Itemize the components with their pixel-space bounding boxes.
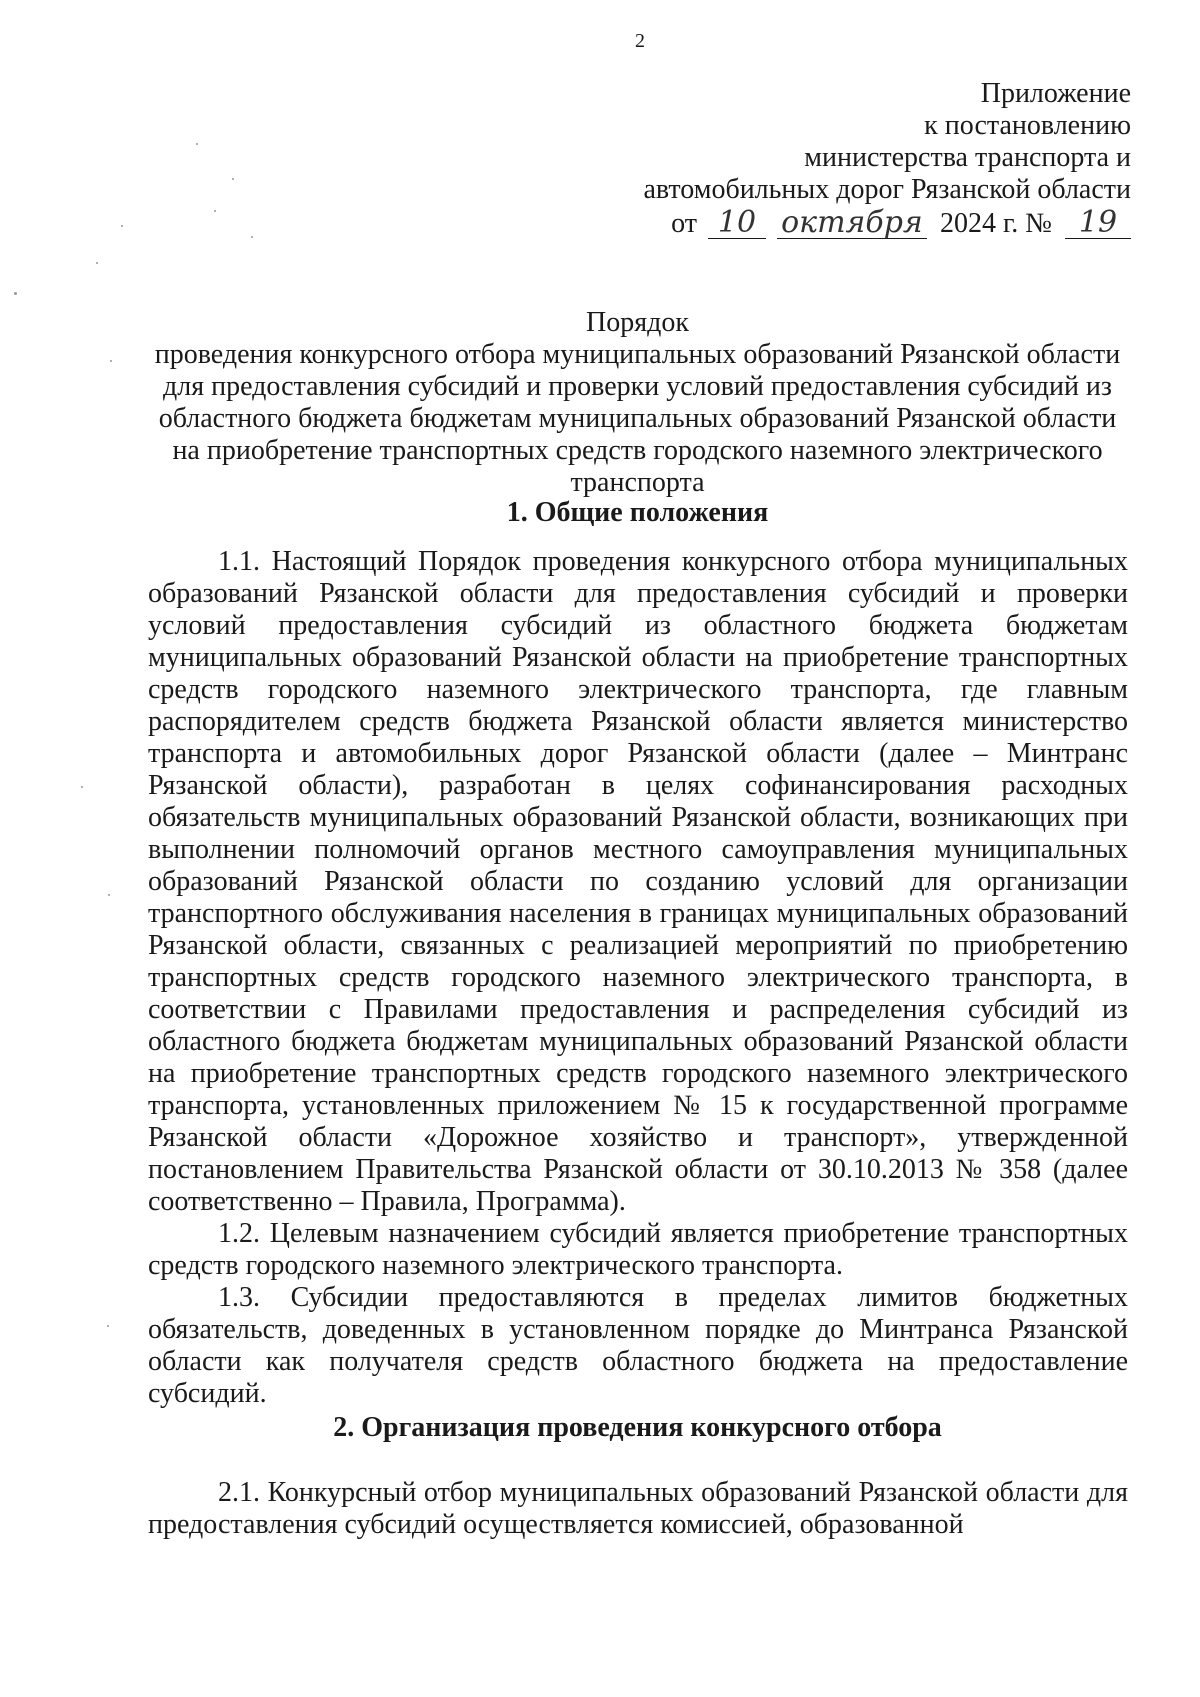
title-subtitle: проведения конкурсного отбора муниципальных образований Рязанской области для предоставления субсидий и проверки условий предоставления субсидий из областного бюджета бюджетам муниципальных образований Рязанской области на приобретение транспортных средств городского наземного электрического транспорта (154, 339, 1121, 498)
page-number: 2 (635, 30, 645, 52)
appendix-line: автомобильных дорог Рязанской области (643, 174, 1131, 205)
appendix-line: министерства транспорта и (804, 142, 1131, 173)
appendix-line: Приложение (980, 78, 1131, 109)
appendix-date-line (643, 205, 1131, 240)
appendix-line: к постановлению (924, 110, 1131, 141)
title-word: Порядок (586, 307, 689, 338)
section-2-heading: 2. Организация проведения конкурсного отбора (333, 1412, 942, 1443)
section-1-heading: 1. Общие положения (506, 497, 769, 528)
paragraph-1-1: 1.1. Настоящий Порядок проведения конкурсного отбора муниципальных образований Рязанской области для предоставления субсидий и проверки условий предоставления субсидий из областного бюджета бюджетам муниципальных образований Рязанской области на приобретение транспортных средств городского наземного электрического транспорта, где главным распорядителем средств бюджета Рязанской области является министерство транспорта и автомобильных дорог Рязанской области (далее – Минтранс Рязанской области), разработан в целях софинансирования расходных обязательств муниципальных образований Рязанской области, возникающих при выполнении полномочий органов местного самоуправления муниципальных образований Рязанской области по созданию условий для организации транспортного обслуживания населения в границах муниципальных образований Рязанской области, связанных с реализацией мероприятий по приобретению транспортных средств городского наземного электрического транспорта, в соответствии с Правилами предоставления и распределения субсидий из областного бюджета бюджетам муниципальных образований Рязанской области на приобретение транспортных средств городского наземного электрического транспорта, установленных приложением № 15 к государственной программе Рязанской области «Дорожное хозяйство и транспорт», утвержденной постановлением Правительства Рязанской области от 30.10.2013 № 358 (далее соответственно – Правила, Программа). (148, 546, 1128, 1217)
paragraph-1-3: 1.3. Субсидии предоставляются в пределах лимитов бюджетных обязательств, доведенных в установленном порядке до Минтранса Рязанской области как получателя средств областного бюджета на предоставление субсидий. (148, 1282, 1128, 1409)
section-1-body (148, 546, 1128, 1410)
document-title (150, 307, 1125, 499)
handwritten-month: октября (777, 208, 927, 239)
section-2-body (148, 1477, 1128, 1541)
handwritten-day: 10 (708, 208, 766, 239)
appendix-header (643, 78, 1131, 240)
paragraph-1-2: 1.2. Целевым назначением субсидий является приобретение транспортных средств городского наземного электрического транспорта. (148, 1218, 1128, 1281)
date-prefix: от (671, 208, 697, 239)
date-year: 2024 г. № (939, 208, 1052, 239)
paragraph-2-1: 2.1. Конкурсный отбор муниципальных образований Рязанской области для предоставления субсидий осуществляется комиссией, образованной (148, 1477, 1128, 1540)
handwritten-number: 19 (1065, 208, 1131, 239)
